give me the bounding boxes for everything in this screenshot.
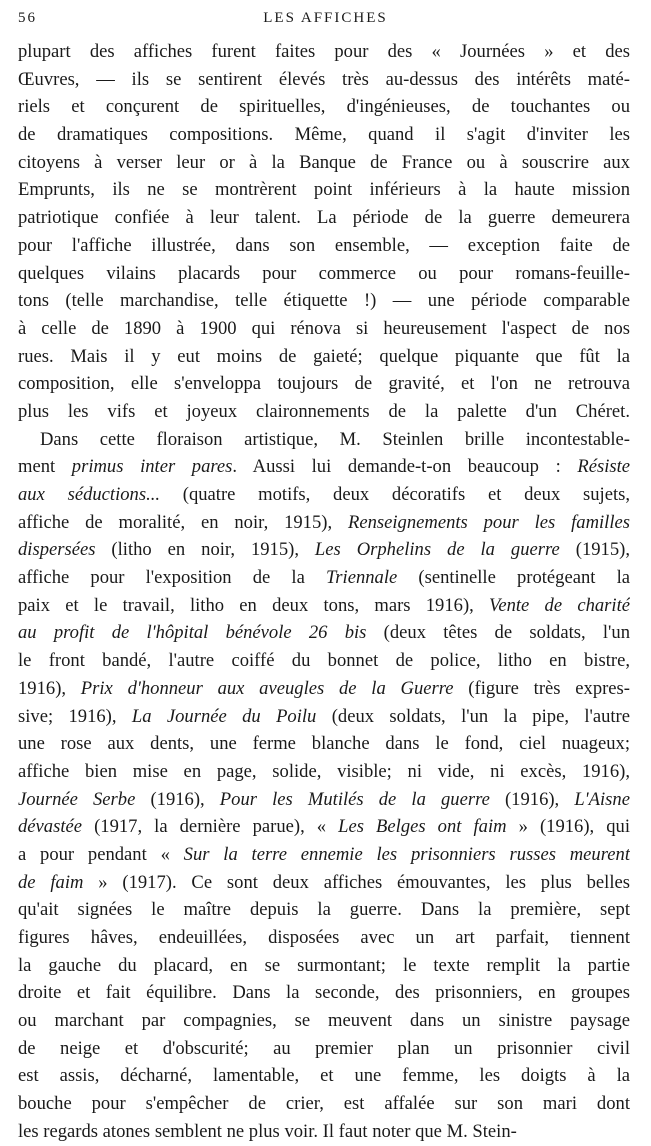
text-line	[18, 896, 630, 924]
text-run: la gauche du placard, en se surmontant; le texte remplit la partie	[18, 954, 630, 976]
text-line	[18, 592, 630, 620]
text-run: plupart des affiches furent faites pour des « Journées » et des	[18, 41, 630, 62]
text-line	[18, 952, 630, 980]
text-run: riels et conçurent de spirituelles, d'ingénieuses, de touchantes ou	[18, 96, 630, 118]
text-run: affiche de moralité, en noir, 1915),	[18, 511, 348, 533]
text-run: quelques vilains placards pour commerce ou pour romans-feuille-	[18, 262, 630, 284]
text-run: affiche pour l'exposition de la	[18, 567, 326, 589]
text-line	[18, 287, 630, 315]
text-line	[18, 869, 630, 897]
text-line	[18, 204, 630, 232]
text-line	[18, 786, 630, 814]
text-line	[18, 426, 630, 454]
italic-title: dispersées	[18, 539, 96, 561]
text-line	[18, 979, 630, 1007]
text-run: rues. Mais il y eut moins de gaieté; quelque piquante que fût la	[18, 345, 630, 367]
text-run: citoyens à verser leur or à la Banque de France ou à souscrire aux	[18, 151, 630, 173]
text-run: (1916),	[135, 788, 220, 810]
text-line	[18, 564, 630, 592]
text-run: 1916),	[18, 677, 81, 699]
page-number: 56	[18, 10, 37, 26]
text-line	[18, 675, 630, 703]
paragraph	[18, 38, 630, 426]
text-run: sive; 1916),	[18, 705, 132, 727]
text-run: est assis, décharné, lamentable, et une femme, les doigts à la	[18, 1065, 630, 1087]
italic-title: Pour les Mutilés de la guerre	[219, 788, 490, 810]
body-text	[18, 38, 630, 1146]
text-line	[18, 536, 630, 564]
text-run: Emprunts, ils ne se montrèrent point inférieurs à la haute mission	[18, 179, 630, 201]
text-run: » (1916), qui	[506, 816, 630, 838]
text-run: (1916),	[489, 788, 575, 810]
italic-title: au profit de l'hôpital bénévole 26 bis	[18, 622, 367, 644]
text-line	[18, 343, 630, 371]
text-line	[18, 758, 630, 786]
text-run: (quatre motifs, deux décoratifs et deux sujets,	[160, 484, 630, 505]
text-line	[18, 703, 630, 731]
italic-title: Les Belges ont faim	[338, 816, 507, 838]
italic-title: Renseignements pour les familles	[347, 511, 630, 533]
text-run: ment	[18, 456, 72, 478]
text-run: (figure très expres-	[453, 677, 630, 699]
text-line	[18, 730, 630, 758]
text-run: (sentinelle protégeant la	[397, 567, 630, 589]
text-line	[18, 315, 630, 343]
text-line	[18, 619, 630, 647]
italic-title: Prix d'honneur aux aveugles de la Guerre	[80, 677, 454, 699]
text-line	[18, 481, 630, 509]
text-run: affiche bien mise en page, solide, visible; ni vide, ni excès, 1916),	[18, 760, 630, 782]
text-line	[18, 453, 630, 481]
text-line	[18, 149, 630, 177]
text-run: plus les vifs et joyeux claironnements de la palette d'un Chéret.	[18, 400, 630, 422]
text-line	[18, 121, 630, 149]
text-run: droite et fait équilibre. Dans la seconde, des prisonniers, en groupes	[18, 982, 630, 1004]
italic-title: de faim	[18, 871, 84, 893]
text-line	[18, 260, 630, 288]
text-line	[18, 1007, 630, 1035]
text-line	[18, 398, 630, 426]
italic-title: Sur la terre ennemie les prisonniers russes meurent	[183, 843, 630, 865]
paragraph	[18, 426, 630, 1146]
text-run: ou marchant par compagnies, se meuvent dans un sinistre paysage	[18, 1010, 630, 1032]
text-run: Œuvres, — ils se sentirent élevés très au-dessus des intérêts maté-	[18, 68, 630, 90]
italic-title: dévastée	[18, 816, 83, 838]
text-run: (1915),	[559, 539, 630, 561]
text-run: (deux têtes de soldats, l'un	[366, 622, 630, 644]
italic-title: Triennale	[325, 567, 398, 589]
text-run: qu'ait signées le maître depuis la guerre. Dans la première, sept	[18, 899, 630, 921]
running-title: LES AFFICHES	[263, 10, 388, 26]
italic-title: La Journée du Poilu	[131, 705, 317, 727]
italic-title: L'Aisne	[574, 788, 630, 810]
text-line	[18, 38, 630, 66]
text-line	[18, 509, 630, 537]
text-run: le front bandé, l'autre coiffé du bonnet de police, litho en bistre,	[18, 650, 630, 672]
text-run: . Aussi lui demande-t-on beaucoup :	[232, 456, 578, 478]
text-line	[18, 370, 630, 398]
text-run: une rose aux dents, une ferme blanche dans le fond, ciel nuageux;	[18, 733, 630, 755]
text-run: de dramatiques compositions. Même, quand il s'agit d'inviter les	[18, 124, 630, 146]
italic-title: Résiste	[577, 456, 630, 478]
text-run: les regards atones semblent ne plus voir. Il faut noter que M. Stein-	[18, 1120, 517, 1142]
text-run: (1917, la dernière parue), «	[82, 816, 339, 838]
italic-title: primus inter pares	[71, 456, 233, 478]
italic-title: Les Orphelins de la guerre	[314, 539, 560, 561]
text-line	[18, 841, 630, 869]
text-run: (litho en noir, 1915),	[95, 539, 315, 561]
italic-title: Vente de charité	[489, 594, 630, 616]
text-run: à celle de 1890 à 1900 qui rénova si heureusement l'aspect de nos	[18, 317, 630, 339]
text-line	[18, 1090, 630, 1118]
text-line	[18, 1062, 630, 1090]
text-run: Dans cette floraison artistique, M. Steinlen brille incontestable-	[40, 428, 630, 450]
text-run: » (1917). Ce sont deux affiches émouvantes, les plus belles	[83, 871, 630, 893]
page-header	[18, 10, 633, 32]
italic-title: aux séductions...	[18, 484, 161, 505]
text-line	[18, 232, 630, 260]
text-run: bouche pour s'empêcher de crier, est affalée sur son mari dont	[18, 1093, 630, 1115]
text-line	[18, 93, 630, 121]
text-line	[18, 813, 630, 841]
text-run: (deux soldats, l'un la pipe, l'autre	[316, 705, 630, 727]
text-line	[18, 66, 630, 94]
text-run: composition, elle s'enveloppa toujours de gravité, et l'on ne retrouva	[18, 373, 630, 395]
text-run: patriotique confiée à leur talent. La période de la guerre demeurera	[18, 207, 630, 229]
text-line	[18, 176, 630, 204]
text-line	[18, 1035, 630, 1063]
text-run: pour l'affiche illustrée, dans son ensemble, — exception faite de	[18, 234, 630, 256]
text-run: tons (telle marchandise, telle étiquette !) — une période comparable	[18, 290, 630, 312]
text-run: de neige et d'obscurité; au premier plan un prisonnier civil	[18, 1037, 630, 1059]
italic-title: Journée Serbe	[18, 788, 136, 810]
text-run: figures hâves, endeuillées, disposées avec un art parfait, tiennent	[18, 927, 630, 948]
text-line	[18, 647, 630, 675]
text-run: a pour pendant «	[18, 843, 184, 865]
text-run: paix et le travail, litho en deux tons, mars 1916),	[18, 594, 490, 616]
text-line	[18, 924, 630, 952]
